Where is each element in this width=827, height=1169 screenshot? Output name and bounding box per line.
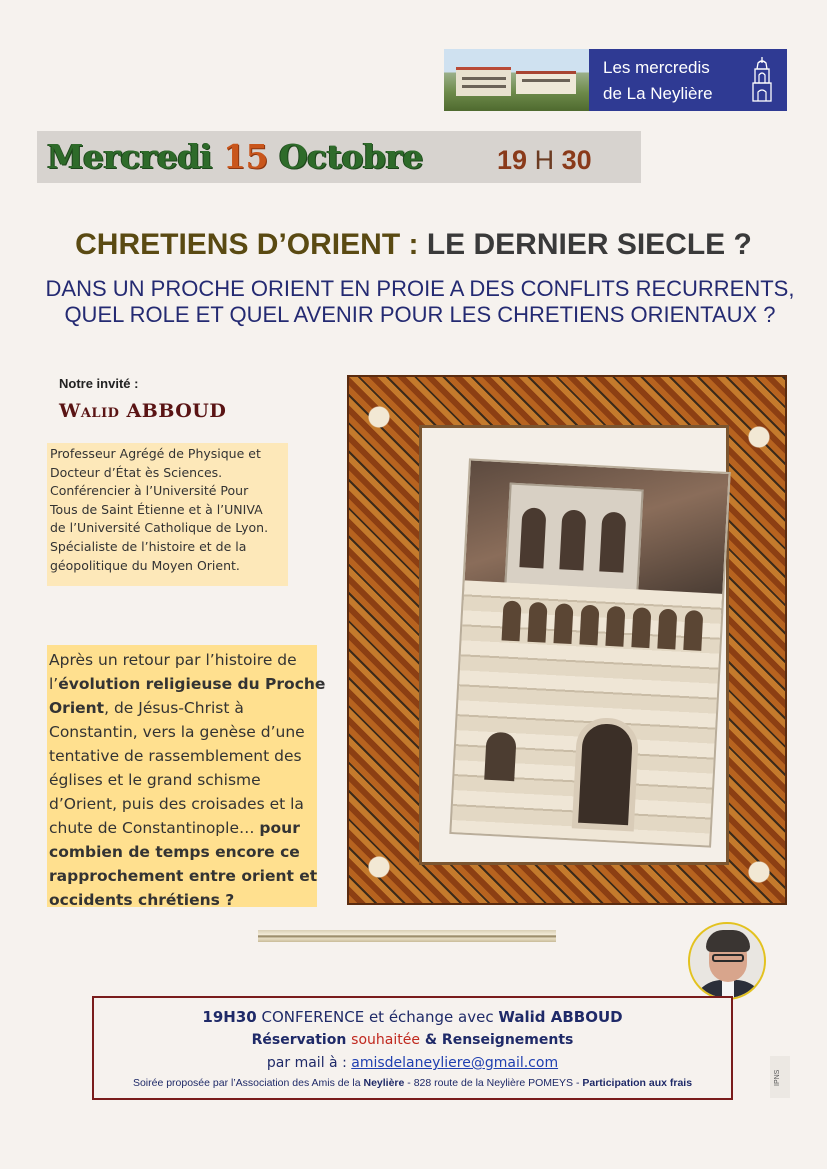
ipns-label: IPNS <box>774 1069 781 1086</box>
info-box <box>92 996 733 1100</box>
abstract-line: Après un retour par l’histoire de <box>49 651 297 669</box>
belfry-icon <box>747 55 777 105</box>
abstract-line: Constantin, vers la genèse d’une <box>49 723 305 741</box>
decorative-separator <box>258 930 556 942</box>
conference-line: 19H30 CONFERENCE et échange avec Walid ABBOUD <box>202 1008 623 1026</box>
abstract-line: chute de Constantinople… pour <box>49 819 300 837</box>
ornate-frame-illustration <box>347 375 787 905</box>
guest-name: Walid ABBOUD <box>59 400 227 422</box>
bio-line: Docteur d’État ès Sciences. <box>50 464 223 480</box>
bio-line: Professeur Agrégé de Physique et <box>50 446 261 461</box>
guest-label: Notre invité : <box>59 376 139 391</box>
abstract-line: occidents chrétiens ? <box>49 891 235 909</box>
abstract-line: tentative de rassemblement des <box>49 747 302 765</box>
reservation-line: Réservation souhaitée & Renseignements <box>251 1032 574 1048</box>
bio-line: Spécialiste de l’histoire et de la <box>50 538 247 554</box>
guest-bio <box>47 443 288 586</box>
talk-abstract <box>47 645 326 909</box>
email-line: par mail à : amisdelaneyliere@gmail.com <box>266 1055 559 1071</box>
header-badge <box>444 49 787 111</box>
neyliere-building-photo <box>444 49 589 111</box>
bio-line: de l’Université Catholique de Lyon. <box>50 520 269 536</box>
organizer-line: Soirée proposée par l’Association des Amis de la Neylière - 828 route de la Neylière POMEYS - Participation aux frais <box>132 1077 693 1089</box>
speaker-portrait <box>688 922 766 1000</box>
event-date: Mercredi 15 Octobre <box>47 137 423 176</box>
main-title: CHRETIENS D’ORIENT : LE DERNIER SIECLE ? <box>75 228 752 261</box>
subtitle-line-2: QUEL ROLE ET QUEL AVENIR POUR LES CHRETIENS ORIENTAUX ? <box>64 302 776 327</box>
abstract-line: églises et le grand schisme <box>49 771 261 789</box>
bio-line: géopolitique du Moyen Orient. <box>50 557 240 573</box>
abstract-line: combien de temps encore ce <box>49 843 300 861</box>
subtitle <box>40 276 800 328</box>
abstract-line: rapprochement entre orient et <box>49 867 318 885</box>
ipns-tag <box>770 1056 790 1098</box>
abstract-line: l’évolution religieuse du Proche <box>49 675 326 693</box>
bio-line: Conférencier à l’Université Pour <box>50 483 249 499</box>
bio-line: Tous de Saint Étienne et à l’UNIVA <box>50 501 263 517</box>
date-banner <box>37 131 641 183</box>
church-photo <box>449 458 730 847</box>
email-link[interactable]: amisdelaneyliere@gmail.com <box>351 1055 559 1071</box>
abstract-line: d’Orient, puis des croisades et la <box>49 795 304 813</box>
badge-line-2: de La Neylière <box>603 84 713 103</box>
abstract-line: Orient, de Jésus-Christ à <box>49 699 244 717</box>
subtitle-line-1: DANS UN PROCHE ORIENT EN PROIE A DES CONFLITS RECURRENTS, <box>45 276 795 301</box>
badge-line-1: Les mercredis <box>603 58 710 77</box>
event-time: 19 H 30 <box>497 145 592 175</box>
